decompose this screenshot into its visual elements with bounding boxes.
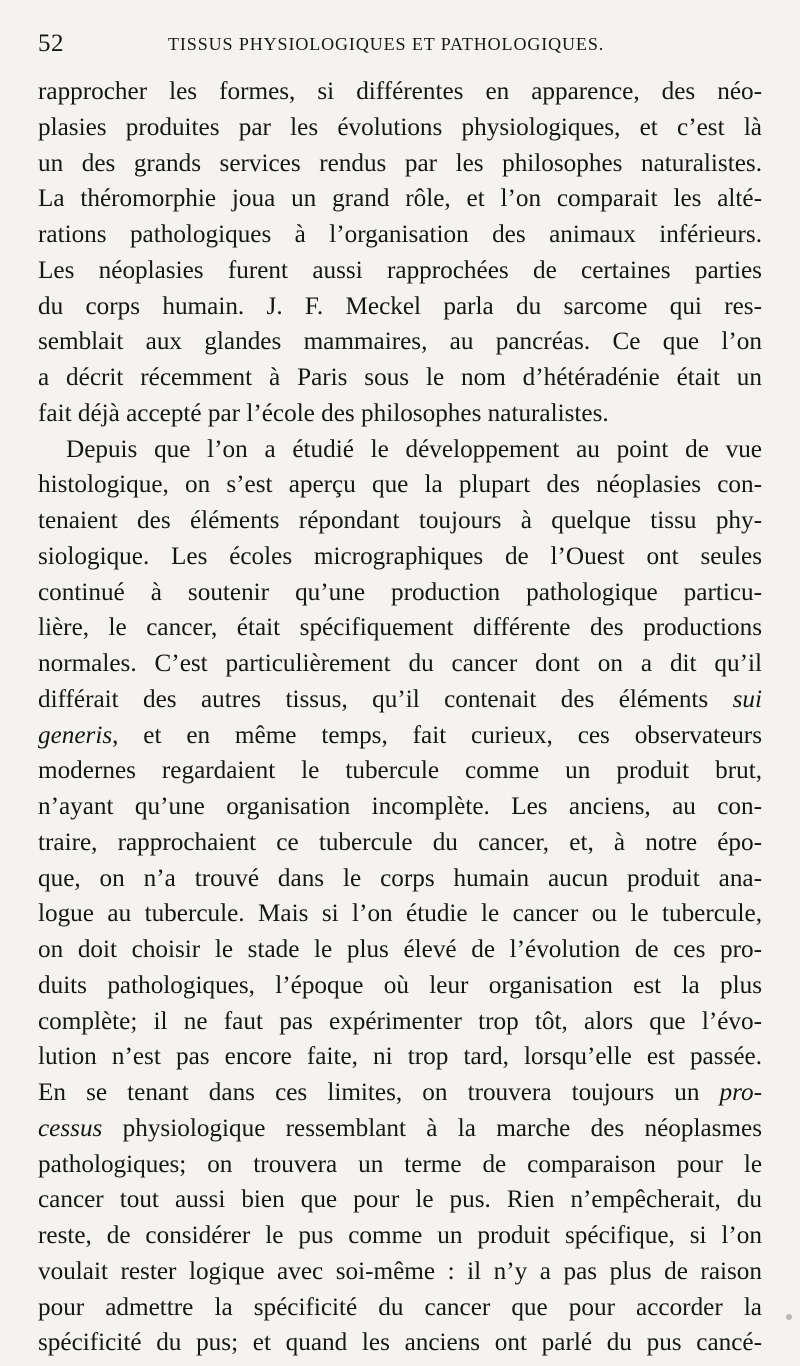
- line-text: pour admettre la spécificité du cancer que pour accorder la: [38, 1293, 762, 1321]
- line-text: du corps humain. J. F. Meckel parla du sarcome qui res-: [38, 292, 762, 320]
- text-line: [38, 789, 762, 825]
- line-text: on doit choisir le stade le plus élevé de l’évolution de ces pro-: [38, 936, 762, 963]
- line-text: siologique. Les écoles micrographiques de l’Ouest ont seules: [38, 542, 762, 570]
- text-line: [38, 646, 762, 682]
- paper-speck: [786, 1314, 792, 1320]
- line-text: reste, de considérer le pus comme un produit spécifique, si l’on: [38, 1222, 762, 1249]
- text-line: [38, 289, 762, 325]
- text-line: [38, 861, 762, 897]
- text-line: [38, 1075, 762, 1111]
- line-text: semblait aux glandes mammaires, au pancréas. Ce que l’on: [38, 328, 762, 356]
- text-line: [38, 610, 762, 646]
- text-line: [38, 539, 762, 575]
- line-text: modernes regardaient le tubercule comme un produit brut,: [38, 757, 762, 785]
- running-title: TISSUS PHYSIOLOGIQUES ET PATHOLOGIQUES.: [168, 34, 605, 54]
- line-text: duits pathologiques, l’époque où leur organisation est la plus: [38, 971, 762, 999]
- line-text: voulait rester logique avec soi-même : il n’y a pas plus de raison: [38, 1257, 762, 1285]
- line-text: rapprocher les formes, si différentes en apparence, des néo-: [38, 78, 762, 105]
- line-text: différait des autres tissus, qu’il contenait des éléments: [38, 685, 733, 713]
- line-text: histologique, on s’est aperçu que la plupart des néoplasies con-: [38, 471, 762, 499]
- line-text: continué à soutenir qu’une production pathologique particu-: [38, 578, 762, 606]
- text-line: [38, 1290, 762, 1326]
- text-line: [38, 575, 762, 611]
- text-line: [38, 432, 762, 468]
- italic-phrase: sui: [732, 685, 762, 713]
- text-line: [38, 74, 762, 110]
- line-text: plasies produites par les évolutions physiologiques, et c’est là: [38, 113, 762, 141]
- line-text: spécificité du pus; et quand les anciens ont parlé du pus cancé-: [38, 1329, 762, 1357]
- text-line: [38, 932, 762, 968]
- text-line: [38, 1004, 762, 1040]
- text-line: [38, 503, 762, 539]
- text-line: [38, 1325, 762, 1361]
- text-line: [38, 146, 762, 182]
- line-text: Depuis que l’on a étudié le développement au point de vue: [66, 435, 762, 463]
- text-line: [38, 753, 762, 789]
- line-text: , et en même temps, fait curieux, ces observateurs: [112, 721, 762, 749]
- text-line: [38, 360, 762, 396]
- line-text: tenaient des éléments répondant toujours à quelque tissu phy-: [38, 507, 762, 534]
- text-line: [38, 324, 762, 360]
- text-line: [38, 1254, 762, 1290]
- line-text: un des grands services rendus par les philosophes naturalistes.: [38, 149, 762, 177]
- line-text: lière, le cancer, était spécifiquement différente des productions: [38, 614, 762, 642]
- line-text: La théromorphie joua un grand rôle, et l’on comparait les alté-: [38, 185, 762, 213]
- text-line: [38, 1218, 762, 1254]
- text-line: [38, 825, 762, 861]
- line-text: physiologique ressemblant à la marche des néoplasmes: [102, 1114, 762, 1142]
- line-text: cancer tout aussi bien que pour le pus. Rien n’empêcherait, du: [38, 1186, 762, 1214]
- line-text: traire, rapprochaient ce tubercule du cancer, et, à notre épo-: [38, 828, 762, 856]
- text-line: [38, 968, 762, 1004]
- text-line: [38, 1182, 762, 1218]
- line-text: logue au tubercule. Mais si l’on étudie le cancer ou le tubercule,: [38, 900, 762, 928]
- line-text: que, on n’a trouvé dans le corps humain aucun produit ana-: [38, 864, 762, 892]
- line-text: n’ayant qu’une organisation incomplète. Les anciens, au con-: [38, 793, 762, 820]
- line-text: a décrit récemment à Paris sous le nom d’hétéradénie était un: [38, 364, 762, 391]
- text-line: [38, 682, 762, 718]
- italic-phrase: pro-: [719, 1079, 762, 1106]
- text-line: [38, 181, 762, 217]
- italic-phrase: generis: [38, 721, 113, 749]
- text-line: [38, 896, 762, 932]
- text-line: [38, 396, 762, 432]
- line-text: complète; il ne faut pas expérimenter trop tôt, alors que l’évo-: [38, 1007, 762, 1035]
- page-number: 52: [38, 30, 64, 57]
- text-line: [38, 253, 762, 289]
- text-line: [38, 1039, 762, 1075]
- line-text: lution n’est pas encore faite, ni trop tard, lorsqu’elle est passée.: [38, 1043, 762, 1071]
- line-text: fait déjà accepté par l’école des philosophes naturalistes.: [38, 399, 609, 427]
- text-line: [38, 718, 762, 754]
- line-text: En se tenant dans ces limites, on trouvera toujours un: [38, 1079, 720, 1106]
- text-line: [38, 1147, 762, 1183]
- line-text: rations pathologiques à l’organisation des animaux inférieurs.: [38, 221, 762, 248]
- line-text: pathologiques; on trouvera un terme de comparaison pour le: [38, 1150, 762, 1178]
- text-line: [38, 110, 762, 146]
- text-line: [38, 1111, 762, 1147]
- text-line: [38, 217, 762, 253]
- body-text: [38, 74, 762, 1361]
- page-header: [38, 30, 746, 62]
- text-line: [38, 467, 762, 503]
- italic-phrase: cessus: [38, 1114, 103, 1142]
- line-text: Les néoplasies furent aussi rapprochées de certaines parties: [38, 256, 762, 284]
- line-text: normales. C’est particulièrement du cancer dont on a dit qu’il: [38, 650, 762, 677]
